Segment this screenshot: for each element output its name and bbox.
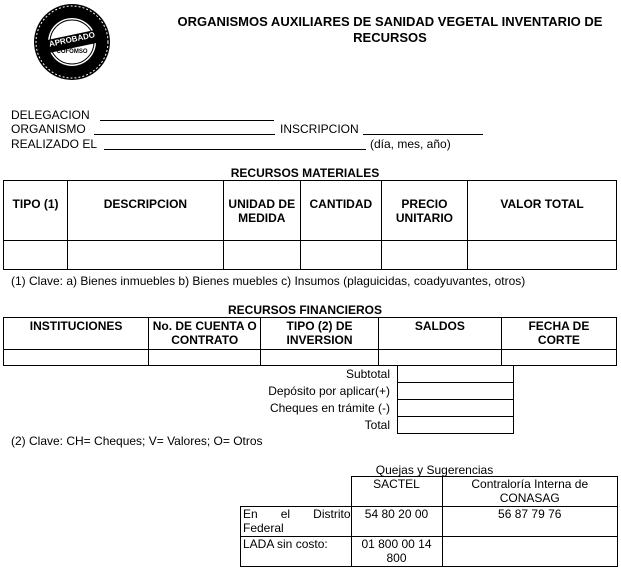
table-cell[interactable]	[261, 350, 379, 366]
financieros-table	[3, 317, 617, 366]
seal-sub-text: COFOMSO	[56, 49, 88, 55]
materiales-note: (1) Clave: a) Bienes inmuebles b) Bienes muebles c) Insumos (plaguicidas, coadyuvantes, otros)	[11, 274, 526, 288]
col-precio: PRECIO UNITARIO	[381, 181, 467, 241]
financieros-note: (2) Clave: CH= Cheques; V= Valores; O= Otros	[11, 434, 263, 448]
table-cell[interactable]	[223, 241, 300, 270]
col-tipo: TIPO (1)	[4, 181, 68, 241]
col-saldos: SALDOS	[378, 318, 501, 350]
materiales-title: RECURSOS MATERIALES	[230, 166, 380, 180]
lada-label: LADA sin costo:	[241, 537, 352, 567]
df-sactel: 54 80 20 00	[351, 507, 442, 537]
delegacion-label: DELEGACION	[11, 108, 90, 122]
lada-contraloria	[442, 537, 618, 567]
table-cell[interactable]	[378, 350, 501, 366]
sactel-header: SACTEL	[351, 477, 442, 507]
organismo-field[interactable]	[94, 134, 275, 135]
subtotal-field[interactable]	[397, 365, 514, 383]
col-tipo-inversion: TIPO (2) DE INVERSION	[261, 318, 379, 350]
table-cell[interactable]	[4, 350, 149, 366]
cheques-field[interactable]	[397, 399, 514, 417]
organismo-label: ORGANISMO	[11, 122, 86, 136]
inscripcion-label: INSCRIPCION	[280, 122, 359, 136]
quejas-table	[240, 476, 618, 567]
deposito-label: Depósito por aplicar(+)	[268, 384, 390, 398]
approval-seal	[32, 2, 112, 82]
col-descripcion: DESCRIPCION	[68, 181, 224, 241]
total-field[interactable]	[397, 416, 514, 434]
inscripcion-field[interactable]	[363, 134, 483, 135]
seal-center-text: APROBADO	[48, 30, 96, 49]
realizado-label: REALIZADO EL	[11, 137, 98, 151]
quejas-empty-corner	[241, 477, 352, 507]
df-label: En el Distrito Federal	[241, 507, 352, 537]
table-cell[interactable]	[68, 241, 224, 270]
materiales-table	[3, 180, 617, 270]
financieros-title: RECURSOS FINANCIEROS	[227, 303, 382, 317]
page-title: ORGANISMOS AUXILIARES DE SANIDAD VEGETAL INVENTARIO DE RECURSOS	[177, 14, 603, 45]
cheques-label: Cheques en trámite (-)	[269, 401, 390, 415]
date-hint: (día, mes, año)	[370, 137, 451, 151]
col-fecha-corte: FECHA DE CORTE	[501, 318, 616, 350]
deposito-field[interactable]	[397, 382, 514, 400]
delegacion-field[interactable]	[100, 120, 274, 121]
col-instituciones: INSTITUCIONES	[4, 318, 149, 350]
contraloria-header: Contraloría Interna de CONASAG	[442, 477, 618, 507]
table-cell[interactable]	[300, 241, 381, 270]
table-cell[interactable]	[149, 350, 261, 366]
col-valor: VALOR TOTAL	[468, 181, 617, 241]
col-cantidad: CANTIDAD	[300, 181, 381, 241]
table-cell[interactable]	[501, 350, 616, 366]
subtotal-label: Subtotal	[345, 367, 390, 381]
total-label: Total	[364, 418, 390, 432]
lada-sactel: 01 800 00 14 800	[351, 537, 442, 567]
col-unidad: UNIDAD DE MEDIDA	[223, 181, 300, 241]
quejas-title: Quejas y Sugerencias	[375, 463, 494, 477]
realizado-field[interactable]	[104, 149, 366, 150]
table-cell[interactable]	[468, 241, 617, 270]
table-cell[interactable]	[4, 241, 68, 270]
col-cuenta: No. DE CUENTA O CONTRATO	[149, 318, 261, 350]
table-cell[interactable]	[381, 241, 467, 270]
df-contraloria: 56 87 79 76	[442, 507, 618, 537]
